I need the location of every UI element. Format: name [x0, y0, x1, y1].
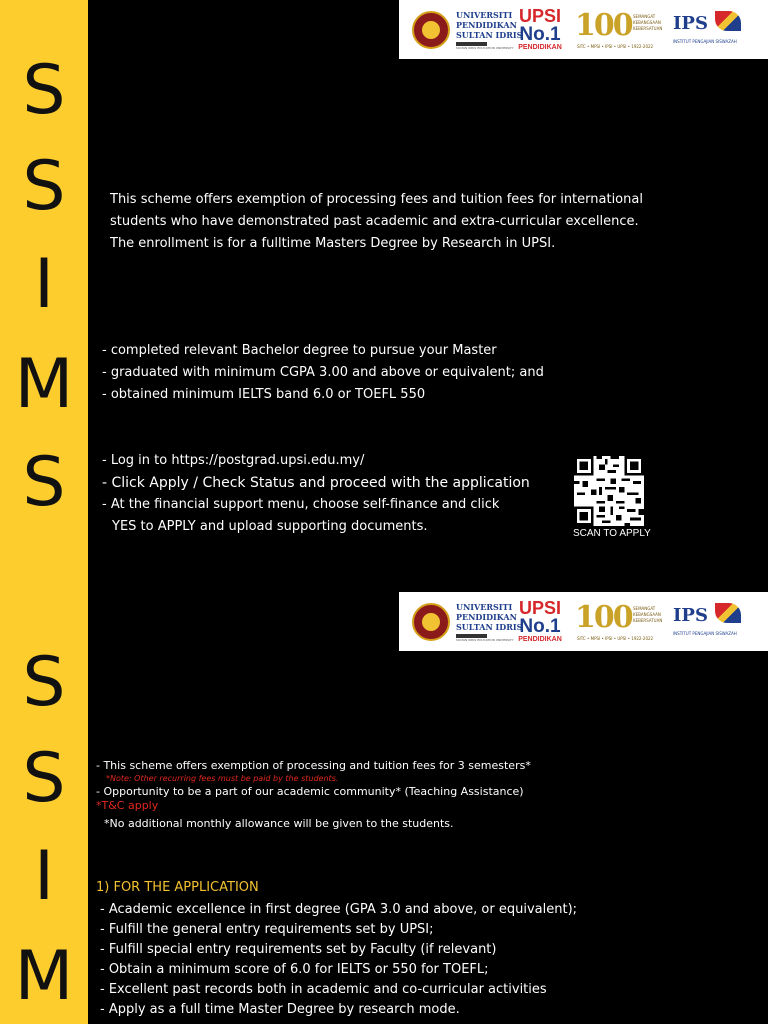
upsi-text: UPSI [518, 6, 561, 26]
university-name-line: PENDIDIKAN [456, 19, 517, 30]
centenary-years: SITC • MPSI • IPSI • UPSI • 1922-2022 [577, 635, 654, 641]
side-stripe [0, 0, 88, 592]
ips-logo [671, 7, 747, 53]
university-name-line: UNIVERSITI [456, 9, 513, 20]
slide-2 [0, 592, 768, 1024]
side-letter: I [33, 837, 55, 916]
list-item: - Apply as a full time Master Degree by research mode. [100, 1002, 460, 1017]
ips-text: IPS [673, 604, 708, 626]
list-item [96, 785, 531, 813]
benefits-list [96, 759, 531, 831]
centenary-logo [575, 8, 665, 52]
qr-code-icon[interactable] [574, 456, 644, 526]
side-letter: S [22, 643, 66, 722]
side-letter: S [22, 443, 66, 522]
university-tagline: SULTAN IDRIS EDUCATION UNIVERSITY [456, 45, 514, 50]
university-name-line: SULTAN IDRIS [456, 29, 523, 40]
intro-line: The enrollment is for a fulltime Masters Degree by Research in UPSI. [110, 236, 556, 251]
side-letter: I [33, 245, 55, 324]
centenary-years: SITC • MPSI • IPSI • UPSI • 1922-2022 [577, 43, 654, 49]
list-item: - Obtain a minimum score of 6.0 for IELTS or 550 for TOEFL; [100, 962, 489, 977]
side-letter: M [14, 937, 74, 1016]
centenary-text: SEMANGAT KEBANGSAAN KEBERSATUAN [633, 605, 663, 623]
pendidikan-text: PENDIDIKAN [518, 636, 562, 643]
list-item: - obtained minimum IELTS band 6.0 or TOEFL 550 [102, 387, 426, 402]
no1-text: No.1 [519, 24, 561, 45]
list-item: - Excellent past records both in academic and co-curricular activities [100, 982, 547, 997]
benefit-text: - Opportunity to be a part of our academic community* (Teaching Assistance) [96, 785, 524, 798]
side-letter: S [22, 51, 66, 130]
ips-text: IPS [673, 12, 708, 34]
no1-text: No.1 [519, 616, 561, 637]
university-logo [456, 9, 523, 50]
side-letter: S [22, 147, 66, 226]
allowance-note: *No additional monthly allowance will be given to the students. [104, 817, 454, 830]
list-item: - Fulfill special entry requirements set by Faculty (if relevant) [100, 942, 497, 957]
logo-bar [399, 592, 768, 651]
list-item: - graduated with minimum CGPA 3.00 and above or equivalent; and [102, 365, 544, 380]
centenary-number: 100 [575, 599, 632, 635]
tc-note: *T&C apply [96, 799, 159, 812]
university-name-line: SULTAN IDRIS [456, 621, 523, 632]
university-crest-icon [412, 11, 450, 49]
application-requirements-list [100, 900, 577, 1020]
qr-label: SCAN TO APPLY [573, 528, 651, 539]
book-swoosh-icon [715, 603, 741, 623]
pendidikan-text: PENDIDIKAN [518, 44, 562, 51]
list-item: - Click Apply / Check Status and proceed with the application [102, 475, 530, 491]
centenary-number: 100 [575, 7, 632, 43]
intro-line: students who have demonstrated past academic and extra-curricular excellence. [110, 214, 639, 229]
logo-bar [399, 0, 768, 59]
ips-subtitle: INSTITUT PENGAJIAN SISWAZAH [673, 630, 737, 636]
list-item: - Log in to https://postgrad.upsi.edu.my/ [102, 453, 365, 468]
list-item: YES to APPLY and upload supporting documents. [112, 519, 428, 534]
centenary-text: SEMANGAT KEBANGSAAN KEBERSATUAN [633, 13, 663, 31]
application-heading: 1) FOR THE APPLICATION [96, 880, 259, 895]
university-name-line: PENDIDIKAN [456, 611, 517, 622]
university-logo [456, 601, 523, 642]
upsi-text: UPSI [518, 598, 561, 618]
list-item: - This scheme offers exemption of processing and tuition fees for 3 semesters* [96, 759, 531, 772]
side-stripe [0, 592, 88, 1024]
centenary-logo [575, 600, 665, 644]
intro-line: This scheme offers exemption of processing fees and tuition fees for international [110, 192, 643, 207]
fee-note: *Note: Other recurring fees must be paid by the students. [106, 774, 339, 783]
ips-logo [671, 599, 747, 645]
university-name-line: UNIVERSITI [456, 601, 513, 612]
list-item: - At the financial support menu, choose self-finance and click [102, 497, 500, 512]
intro-paragraph [110, 189, 643, 255]
side-letter: S [22, 739, 66, 818]
list-item: - Academic excellence in first degree (GPA 3.0 and above, or equivalent); [100, 902, 578, 917]
ips-subtitle: INSTITUT PENGAJIAN SISWAZAH [673, 38, 737, 44]
side-letter: M [14, 345, 74, 424]
university-tagline: SULTAN IDRIS EDUCATION UNIVERSITY [456, 637, 514, 642]
university-crest-icon [412, 603, 450, 641]
book-swoosh-icon [715, 11, 741, 31]
eligibility-list [102, 340, 544, 406]
list-item: - Fulfill the general entry requirements set by UPSI; [100, 922, 434, 937]
application-steps [102, 450, 530, 538]
list-item: - completed relevant Bachelor degree to pursue your Master [102, 343, 497, 358]
